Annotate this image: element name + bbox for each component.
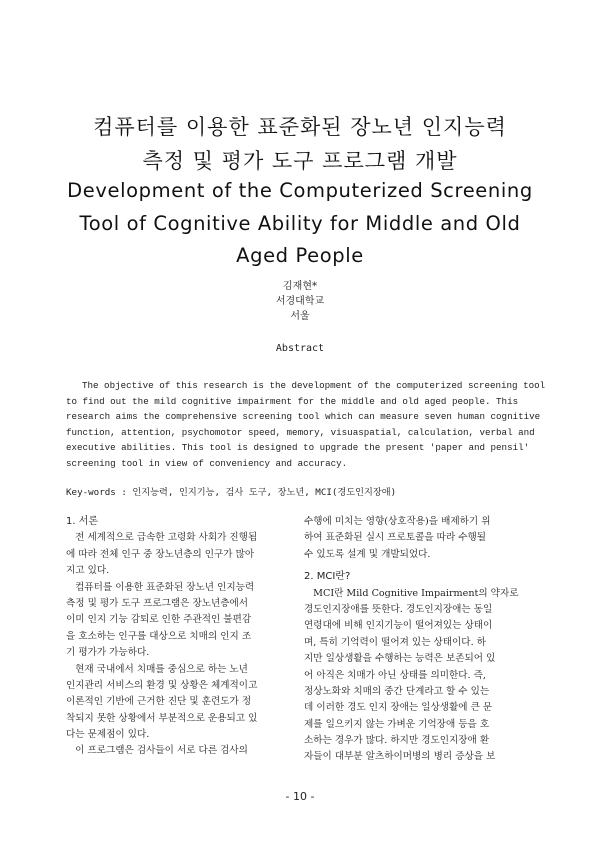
body-text-line: MCI란 Mild Cognitive Impairment의 약자로 <box>304 587 519 599</box>
abstract-line: to find out the mild cognitive impairment for the middle and old aged people. This <box>66 395 519 407</box>
body-text-line: 인지관리 서비스의 환경 및 상황은 체계적이고 <box>66 679 258 691</box>
body-text-line: 지만 일상생활을 수행하는 능력은 보존되어 있 <box>304 653 496 665</box>
body-text-line: 측정 및 평가 도구 프로그램은 장노년층에서 <box>66 597 249 609</box>
body-text-line: 에 따라 전체 인구 중 장노년층의 인구가 많아 <box>66 548 255 560</box>
body-text-line: 이미 인지 기능 감퇴로 인한 주관적인 불편감 <box>66 614 252 626</box>
page-number: - 10 - <box>285 790 315 803</box>
keywords: Key-words : 인지능력, 인지기능, 검사 도구, 장노년, MCI(경도인지장애) <box>66 487 397 498</box>
body-text-line: 기 평가가 가능하다. <box>66 647 150 659</box>
body-text-line: 소하는 경우가 많다. 하지만 경도인지장애 환 <box>304 735 490 747</box>
body-text-line: 제를 일으키지 않는 가벼운 기억장애 등을 호 <box>304 718 490 730</box>
abstract-line: screening tool in view of conveniency and accuracy. <box>66 457 348 469</box>
abstract-heading: Abstract <box>275 343 325 354</box>
right-column <box>304 514 540 766</box>
abstract-line: The objective of this research is the development of the computerized screening tool <box>82 380 546 391</box>
body-text-line: 며, 특히 기억력이 떨어져 있는 상태이다. 하 <box>304 636 486 648</box>
title-korean-line-1: 컴퓨터를 이용한 표준화된 장노년 인지능력 <box>93 115 507 139</box>
body-text-line: 전 세계적으로 급속한 고령화 사회가 진행됨 <box>66 532 258 544</box>
title-english-line-1: Development of the Computerized Screening <box>67 179 533 202</box>
body-text-line: 착되지 못한 상황에서 부분적으로 운용되고 있 <box>66 712 258 724</box>
abstract-line: function, attention, psychomotor speed, memory, visuaspatial, calculation, verbal and <box>66 426 535 438</box>
abstract-line: research aims the comprehensive screening tool which can measure seven human cognitive <box>66 411 541 423</box>
body-text-line: 데 이러한 경도 인지 장애는 일상생활에 큰 문 <box>304 702 493 714</box>
body-text-line: 연령대에 비해 인지기능이 떨어져있는 상태이 <box>304 620 493 632</box>
body-text-line: 컴퓨터를 이용한 표준화된 장노년 인지능력 <box>66 581 255 593</box>
body-text-line: 자들이 대부분 알츠하이머병의 병리 증상을 보 <box>304 751 496 763</box>
body-text-line: 을 호소하는 인구를 대상으로 치매의 인지 조 <box>66 630 252 642</box>
body-text-line: 다는 문제점이 있다. <box>66 729 150 741</box>
title-english-line-3: Aged People <box>236 244 364 267</box>
section-heading: 2. MCI란? <box>304 571 351 583</box>
body-text-line: 이론적인 기반에 근거한 진단 및 훈련도가 정 <box>66 696 252 708</box>
body-text-line: 경도인지장애를 뜻한다. 경도인지장애는 동일 <box>304 603 493 615</box>
title-english-line-2: Tool of Cognitive Ability for Middle and Old <box>79 212 521 235</box>
left-column <box>66 514 302 760</box>
body-text-line: 정상노화와 치매의 중간 단계라고 할 수 있는 <box>304 685 490 697</box>
body-text-line: 수행에 미치는 영향(상호작용)을 배제하기 위 <box>304 516 491 527</box>
body-text-line: 현재 국내에서 치매를 중심으로 하는 노년 <box>66 663 248 675</box>
body-text-line: 수 있도록 설계 및 개발되었다. <box>304 548 431 560</box>
author: 김재현* <box>283 281 317 292</box>
section-heading: 1. 서론 <box>66 516 99 527</box>
abstract-line: executive abilities. This tool is designed to upgrade the present 'paper and pensil' <box>66 442 530 454</box>
body-text-line: 어 아직은 치매가 아닌 상태를 의미한다. 즉, <box>304 669 486 681</box>
body-text-line: 지고 있다. <box>66 565 110 577</box>
body-text-line: 하여 표준화된 실시 프로토콜을 따라 수행될 <box>304 532 487 544</box>
affiliation: 서경대학교 <box>275 296 325 307</box>
title-korean-line-2: 측정 및 평가 도구 프로그램 개발 <box>142 149 458 173</box>
location: 서울 <box>290 311 310 322</box>
abstract-body <box>66 378 546 472</box>
body-text-line: 이 프로그램은 검사들이 서로 다른 검사의 <box>66 745 248 757</box>
